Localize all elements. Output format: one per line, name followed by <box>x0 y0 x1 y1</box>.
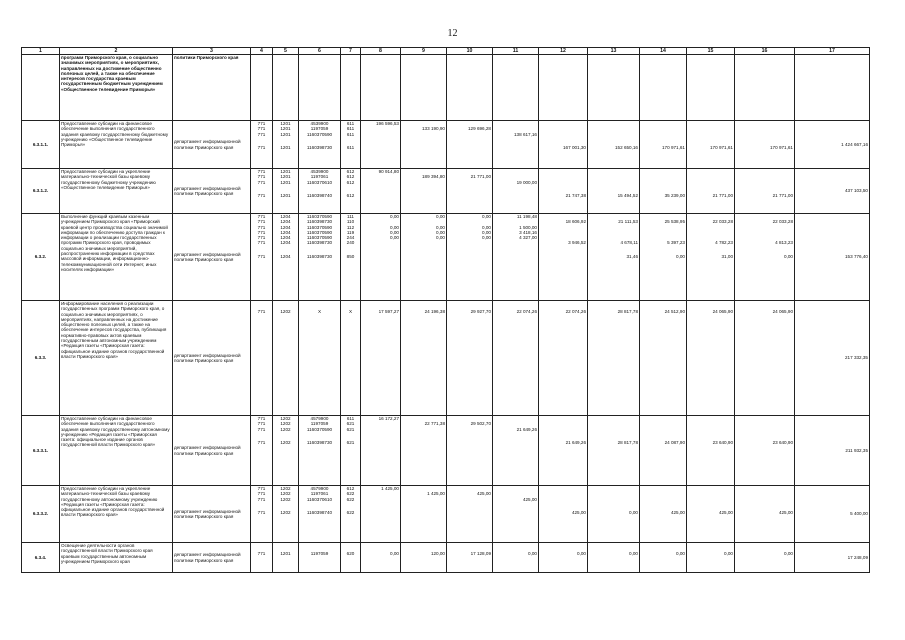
cell-col-4: 771 <box>251 301 273 416</box>
row-description: Освещение деятельности органов государственной власти Приморского края краевым государственным автономным учреждением Приморского края <box>60 543 173 573</box>
cell-col-5: 1201 1201 1201 1201 <box>273 121 299 169</box>
row-total: 153 776,40 <box>795 214 870 301</box>
cell-col-9: 24 196,38 <box>401 301 447 416</box>
cell-col-5: 1204 1204 1204 1204 1204 1204 1204 <box>273 214 299 301</box>
cell-col-4: 771 771 771 771 <box>251 121 273 169</box>
column-number-1: 1 <box>22 48 60 55</box>
cell-col-14: 24 512,90 <box>640 301 687 416</box>
cell-col-12: 21 747,38 <box>539 169 588 214</box>
cell-col-16: 21 771,00 <box>735 169 795 214</box>
cell-col-9: 120,00 <box>401 543 447 573</box>
cell-col-7: 611 611 611 611 <box>341 121 361 169</box>
row-number: 6.3.2. <box>22 214 60 301</box>
row-number: 6.3.3.2. <box>22 486 60 543</box>
cell-col-5 <box>273 55 299 121</box>
cell-col-13: 21 111,53 4 678,11 31,46 <box>588 214 640 301</box>
cell-col-8: 90 914,80 <box>361 169 401 214</box>
cell-col-6: 4539900 1197061 1160370610 1160398740 <box>299 169 341 214</box>
cell-col-7: X <box>341 301 361 416</box>
cell-col-7: 620 <box>341 543 361 573</box>
cell-col-4 <box>251 55 273 121</box>
cell-col-8: 17 597,27 <box>361 301 401 416</box>
cell-col-4: 771 771 771 771 <box>251 486 273 543</box>
cell-col-12: 0,00 <box>539 543 588 573</box>
column-number-16: 16 <box>735 48 795 55</box>
cell-col-15: 24 065,90 <box>687 301 735 416</box>
row-description: Предоставление субсидии на укрепление материально-технической базы краевому государственному бюджетному учреждению «Общественное телевидение Приморья» <box>60 169 173 214</box>
cell-col-13: 15 494,52 <box>588 169 640 214</box>
row-number: 6.3.1.2. <box>22 169 60 214</box>
table-row <box>22 214 870 301</box>
column-number-5: 5 <box>273 48 299 55</box>
cell-col-14: 0,00 <box>640 543 687 573</box>
cell-col-12: 18 606,92 3 946,52 <box>539 214 588 301</box>
table-row <box>22 543 870 573</box>
row-description: Предоставление субсидии на финансовое обеспечение выполнения государственного задания краевому государственному бюджетному учреждению «Общественное телевидение Приморья» <box>60 121 173 169</box>
cell-col-8: 0,00 <box>361 543 401 573</box>
column-number-8: 8 <box>361 48 401 55</box>
column-number-3: 3 <box>173 48 251 55</box>
cell-col-13: 28 817,78 <box>588 301 640 416</box>
cell-col-15 <box>687 55 735 121</box>
cell-col-8: 16 172,27 <box>361 416 401 486</box>
cell-col-8: 1 425,00 <box>361 486 401 543</box>
cell-col-11: 0,00 <box>493 543 539 573</box>
row-total <box>795 55 870 121</box>
row-number: 6.3.3.1. <box>22 416 60 486</box>
cell-col-12: 425,00 <box>539 486 588 543</box>
cell-col-11: 19 000,00 <box>493 169 539 214</box>
cell-col-15: 23 640,90 <box>687 416 735 486</box>
cell-col-14: 24 087,90 <box>640 416 687 486</box>
row-executor: департамент информационной политики Приморского края <box>173 301 251 416</box>
cell-col-7 <box>341 55 361 121</box>
cell-col-11: 425,00 <box>493 486 539 543</box>
cell-col-15: 21 771,00 <box>687 169 735 214</box>
cell-col-10: 0,00 0,00 0,00 0,00 <box>447 214 493 301</box>
cell-col-10: 29 927,70 <box>447 301 493 416</box>
column-number-10: 10 <box>447 48 493 55</box>
table-row <box>22 121 870 169</box>
cell-col-6: 4539900 1197059 1160370590 1160398730 <box>299 121 341 169</box>
table-row <box>22 55 870 121</box>
budget-table <box>21 47 870 573</box>
column-number-4: 4 <box>251 48 273 55</box>
cell-col-5: 1201 <box>273 543 299 573</box>
cell-col-4: 771 <box>251 543 273 573</box>
column-number-12: 12 <box>539 48 588 55</box>
row-executor: департамент информационной политики Приморского края <box>173 543 251 573</box>
cell-col-6: X <box>299 301 341 416</box>
cell-col-9: 189 394,80 <box>401 169 447 214</box>
column-number-7: 7 <box>341 48 361 55</box>
row-total: 1 424 667,16 <box>795 121 870 169</box>
cell-col-6 <box>299 55 341 121</box>
row-total: 211 932,35 <box>795 416 870 486</box>
cell-col-7: 612 612 612 612 <box>341 169 361 214</box>
cell-col-9: 1 425,00 <box>401 486 447 543</box>
row-number <box>22 55 60 121</box>
cell-col-6: 4579900 1197059 1160370590 1160398730 <box>299 416 341 486</box>
row-description: Выполнение функций краевым казенным учреждением Приморского края «Приморский краевой центр производства социально значимой информации по обеспечению доступа граждан к информации о реализации государственных программ Приморского края, проводимых социально значимых мероприятий, распространению информации в средствах массовой информации, информационно-телекоммуникационной сети Интернет, иных носителях информации» <box>60 214 173 301</box>
column-number-14: 14 <box>640 48 687 55</box>
column-number-11: 11 <box>493 48 539 55</box>
cell-col-9: 0,00 0,00 0,00 0,00 <box>401 214 447 301</box>
cell-col-9 <box>401 55 447 121</box>
row-executor: департамент информационной политики Приморского края <box>173 416 251 486</box>
column-number-17: 17 <box>795 48 870 55</box>
cell-col-6: 4579900 1197061 1160370610 1160398740 <box>299 486 341 543</box>
cell-col-5: 1202 1202 1202 1202 <box>273 486 299 543</box>
cell-col-12: 22 074,26 <box>539 301 588 416</box>
cell-col-15: 0,00 <box>687 543 735 573</box>
cell-col-15: 170 971,61 <box>687 121 735 169</box>
page-number: 12 <box>447 28 458 39</box>
column-number-6: 6 <box>299 48 341 55</box>
cell-col-4: 771 771 771 771 771 771 771 <box>251 214 273 301</box>
table-body <box>22 55 870 573</box>
cell-col-6: 1197059 <box>299 543 341 573</box>
cell-col-14: 170 971,61 <box>640 121 687 169</box>
row-executor: департамент информационной политики Приморского края <box>173 214 251 301</box>
cell-col-5: 1201 1201 1201 1201 <box>273 169 299 214</box>
cell-col-16: 170 971,61 <box>735 121 795 169</box>
cell-col-11: 22 074,26 <box>493 301 539 416</box>
cell-col-15: 22 033,28 4 782,23 31,00 <box>687 214 735 301</box>
table-row <box>22 301 870 416</box>
cell-col-14 <box>640 55 687 121</box>
cell-col-14: 425,00 <box>640 486 687 543</box>
row-number: 6.3.1.1. <box>22 121 60 169</box>
cell-col-14: 25 538,95 5 397,23 0,00 <box>640 214 687 301</box>
cell-col-11 <box>493 55 539 121</box>
cell-col-4: 771 771 771 771 <box>251 169 273 214</box>
row-total: 17 248,09 <box>795 543 870 573</box>
cell-col-10: 425,00 <box>447 486 493 543</box>
row-description: Информирование населения о реализации государственных программ Приморского края, о социально значимых мероприятиях, о мероприятиях, направленных на достижение общественно полезных целей, а также на обеспечение интересов государства, публикация нормативно-правовых актов краевым государственным автономным учреждением «Редакция газеты «Приморская газета: официальное издание органов государственной власти Приморского края» <box>60 301 173 416</box>
column-number-2: 2 <box>60 48 173 55</box>
cell-col-11: 11 198,48 1 500,00 3 418,16 4 327,00 <box>493 214 539 301</box>
column-number-15: 15 <box>687 48 735 55</box>
column-number-9: 9 <box>401 48 447 55</box>
row-number: 6.3.3. <box>22 301 60 416</box>
row-executor: департамент информационной политики Приморского края <box>173 486 251 543</box>
cell-col-13: 152 650,16 <box>588 121 640 169</box>
cell-col-8: 196 596,53 <box>361 121 401 169</box>
cell-col-10: 21 771,00 <box>447 169 493 214</box>
table-row <box>22 169 870 214</box>
row-total: 217 332,35 <box>795 301 870 416</box>
cell-col-16 <box>735 55 795 121</box>
cell-col-13: 0,00 <box>588 543 640 573</box>
cell-col-7: 612 622 622 622 <box>341 486 361 543</box>
row-executor: департамент информационной политики Приморского края <box>173 121 251 169</box>
cell-col-13: 0,00 <box>588 486 640 543</box>
cell-col-16: 24 065,90 <box>735 301 795 416</box>
row-total: 5 400,00 <box>795 486 870 543</box>
row-executor: политики Приморского края <box>173 55 251 121</box>
cell-col-10: 129 696,28 <box>447 121 493 169</box>
cell-col-15: 425,00 <box>687 486 735 543</box>
cell-col-9: 22 771,38 <box>401 416 447 486</box>
row-description: программ Приморского края, о социально значимых мероприятиях, о мероприятиях, направленных на достижение общественно полезных целей, а также на обеспечение интересов государства краевым государственным бюджетным учреждением «Общественное телевидение Приморья» <box>60 55 173 121</box>
cell-col-11: 21 649,26 <box>493 416 539 486</box>
cell-col-10: 29 502,70 <box>447 416 493 486</box>
cell-col-9: 133 190,90 <box>401 121 447 169</box>
cell-col-16: 22 033,28 4 813,23 0,00 <box>735 214 795 301</box>
cell-col-5: 1202 1202 1202 1202 <box>273 416 299 486</box>
cell-col-12: 167 001,30 <box>539 121 588 169</box>
cell-col-6: 1160370590 1160398730 1160370590 1160370590 1160370590 1160398730 1160398730 <box>299 214 341 301</box>
cell-col-10: 17 128,09 <box>447 543 493 573</box>
table-row <box>22 486 870 543</box>
cell-col-10 <box>447 55 493 121</box>
cell-col-14: 35 239,00 <box>640 169 687 214</box>
cell-col-4: 771 771 771 771 <box>251 416 273 486</box>
cell-col-16: 425,00 <box>735 486 795 543</box>
column-number-row <box>22 48 870 55</box>
row-executor: департамент информационной политики Приморского края <box>173 169 251 214</box>
cell-col-13: 28 817,78 <box>588 416 640 486</box>
cell-col-16: 23 640,90 <box>735 416 795 486</box>
cell-col-16: 0,00 <box>735 543 795 573</box>
cell-col-11: 138 617,16 <box>493 121 539 169</box>
table-row <box>22 416 870 486</box>
cell-col-13 <box>588 55 640 121</box>
cell-col-5: 1202 <box>273 301 299 416</box>
cell-col-7: 611 621 621 621 <box>341 416 361 486</box>
cell-col-7: 111 110 112 119 244 240 850 <box>341 214 361 301</box>
row-description: Предоставление субсидии на финансовое обеспечение выполнения государственного задания краевому государственному автономному учреждению «Редакция газеты «Приморская газета: официальное издание органов государственной власти Приморского края» <box>60 416 173 486</box>
cell-col-8: 0,00 0,00 0,00 0,00 <box>361 214 401 301</box>
cell-col-12: 21 649,26 <box>539 416 588 486</box>
column-number-13: 13 <box>588 48 640 55</box>
row-number: 6.3.4. <box>22 543 60 573</box>
row-description: Предоставление субсидии на укрепление материально-технической базы краевому государственному автономному учреждению «Редакция газеты «Приморская газета: официальное издание органов государственной власти Приморского края» <box>60 486 173 543</box>
row-total: 437 103,50 <box>795 169 870 214</box>
cell-col-8 <box>361 55 401 121</box>
cell-col-12 <box>539 55 588 121</box>
